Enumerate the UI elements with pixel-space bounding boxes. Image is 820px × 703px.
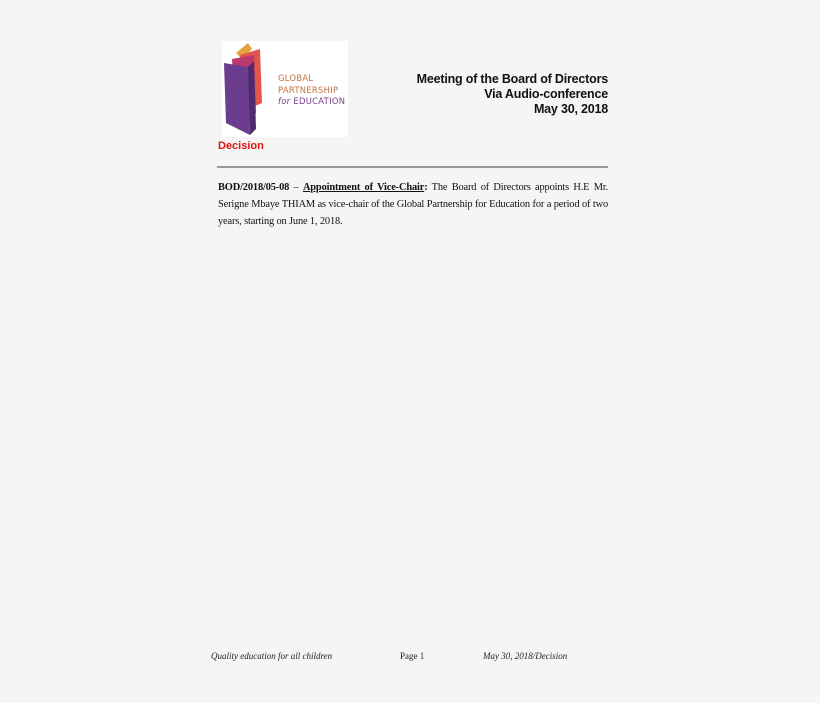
logo-line-3-suffix: EDUCATION [293, 96, 346, 106]
decision-paragraph [218, 179, 608, 230]
meeting-date: May 30, 2018 [533, 102, 608, 116]
decision-reference: BOD/2018/05-08 [218, 182, 290, 193]
meeting-title: Meeting of the Board of Directors [416, 72, 608, 86]
footer-tagline: Quality education for all children [211, 651, 333, 661]
logo-line-3-prefix: for [278, 96, 291, 106]
meeting-format: Via Audio-conference [484, 87, 608, 101]
gpe-logo [222, 41, 348, 137]
meeting-header [370, 72, 608, 117]
header-divider [217, 166, 608, 168]
decision-separator: – [289, 182, 303, 193]
logo-line-3 [278, 96, 345, 108]
logo-line-2: PARTNERSHIP [278, 84, 339, 95]
footer-page-number: Page 1 [400, 651, 425, 661]
logo-wordmark [278, 73, 345, 108]
decision-label: Decision [218, 140, 264, 152]
decision-text: The Board of Directors appoints H.E Mr. Serigne Mbaye THIAM as vice-chair of the Global Partnership for Education for a period of two years, starting on June 1, 2018. [218, 182, 608, 227]
decision-colon: : [424, 182, 428, 193]
decision-title: Appointment of Vice-Chair [302, 182, 425, 193]
book-pages-icon [222, 41, 278, 137]
footer-date-label: May 30, 2018/Decision [483, 651, 568, 661]
logo-line-1: GLOBAL [278, 73, 314, 83]
